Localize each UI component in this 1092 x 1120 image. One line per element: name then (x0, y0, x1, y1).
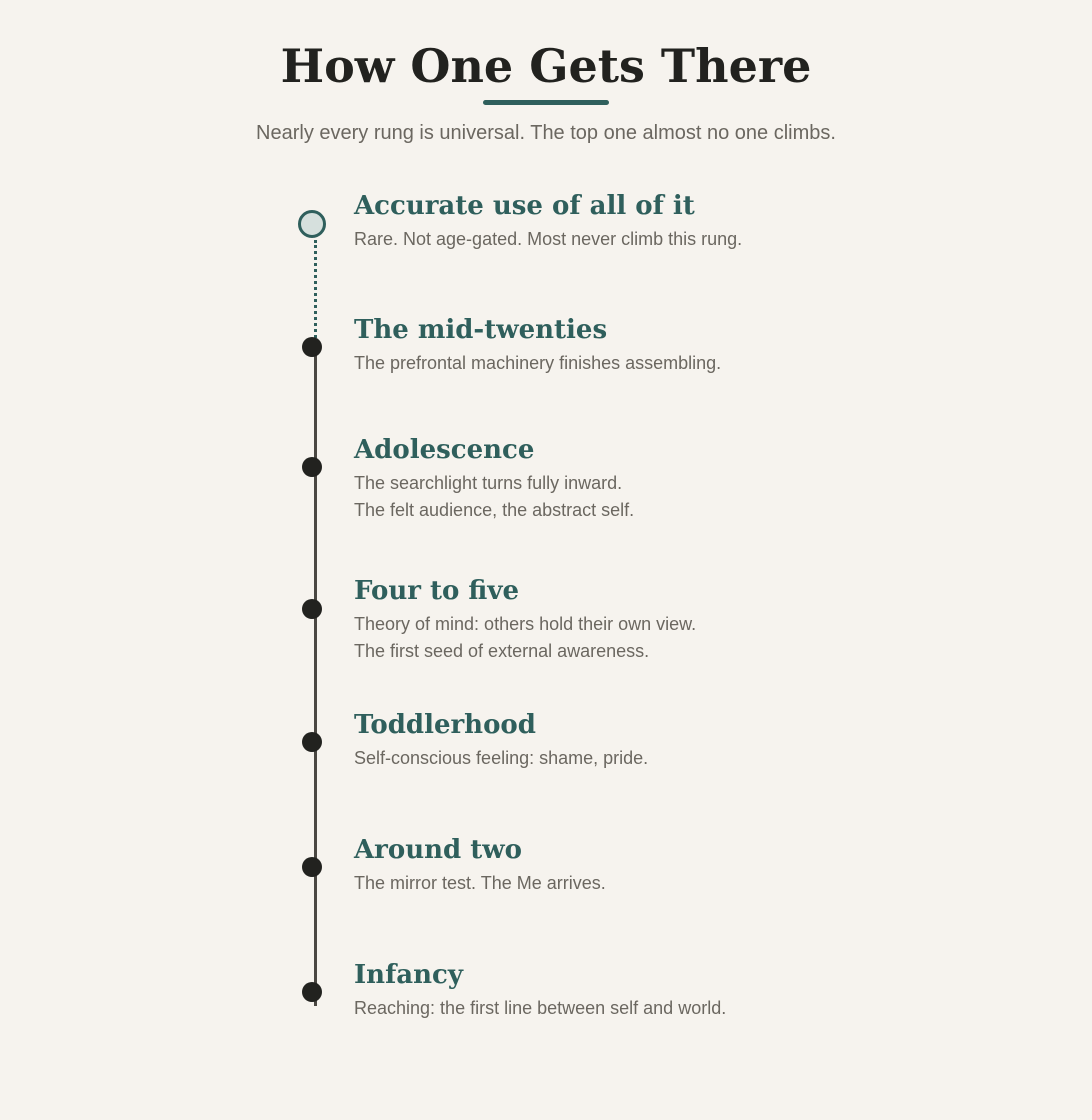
rung-title: Around two (354, 835, 522, 865)
rung-item (354, 834, 1054, 897)
rung-description (354, 745, 1054, 772)
rung-node (302, 732, 322, 752)
rung-node (302, 982, 322, 1002)
rung-description (354, 470, 1054, 524)
rung-description-line: Reaching: the first line between self and world. (354, 998, 727, 1018)
rung-title: Toddlerhood (354, 710, 536, 740)
rung-description (354, 995, 1054, 1022)
rung-description-line: Theory of mind: others hold their own view. (354, 614, 697, 634)
rung-node (302, 457, 322, 477)
rung-item (354, 959, 1054, 1022)
rung-node-open (298, 210, 326, 238)
rung-description-line: Rare. Not age-gated. Most never climb this rung. (354, 229, 743, 249)
rung-description-line: The first seed of external awareness. (354, 641, 650, 661)
page-title: How One Gets There (280, 39, 812, 93)
rung-description (354, 226, 1054, 253)
page-subtitle: Nearly every rung is universal. The top one almost no one climbs. (256, 122, 836, 144)
rung-description-line: Self-conscious feeling: shame, pride. (354, 748, 649, 768)
rung-description-line: The felt audience, the abstract self. (354, 500, 635, 520)
rung-description (354, 870, 1054, 897)
rung-node (302, 857, 322, 877)
rung-description (354, 611, 1054, 665)
ladder-rail-dotted (314, 240, 317, 344)
rung-node (302, 599, 322, 619)
rung-title: Infancy (354, 960, 463, 990)
rung-title: The mid-twenties (354, 315, 608, 345)
rung-description-line: The prefrontal machinery finishes assembling. (354, 353, 722, 373)
rung-item (354, 434, 1054, 524)
title-underline (483, 100, 609, 105)
rung-item (354, 190, 1054, 253)
rung-description-line: The mirror test. The Me arrives. (354, 873, 606, 893)
rung-item (354, 314, 1054, 377)
rung-node (302, 337, 322, 357)
rung-title: Adolescence (354, 435, 535, 465)
rung-item (354, 709, 1054, 772)
ladder-rail (314, 352, 317, 1006)
rung-item (354, 575, 1054, 665)
rung-title: Four to five (354, 576, 519, 606)
rung-description (354, 350, 1054, 377)
rung-title: Accurate use of all of it (354, 191, 695, 221)
rung-description-line: The searchlight turns fully inward. (354, 473, 623, 493)
